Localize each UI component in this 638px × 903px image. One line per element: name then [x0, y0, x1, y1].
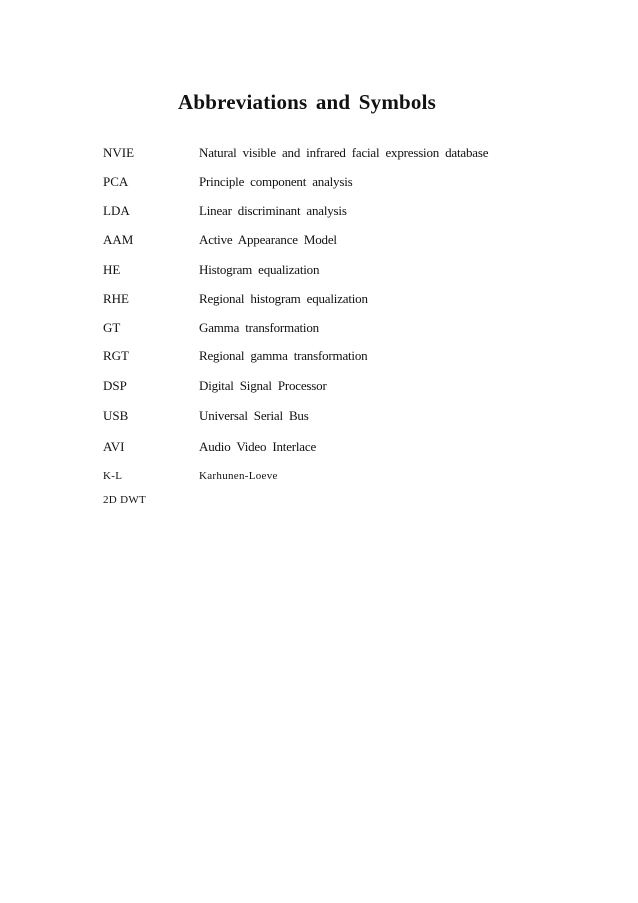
abbreviation: NVIE [103, 145, 135, 160]
definition: Principle component analysis [199, 174, 353, 189]
definition: Regional histogram equalization [199, 291, 368, 306]
abbreviation: LDA [103, 203, 130, 218]
list-item [0, 494, 638, 512]
abbreviation: RGT [103, 348, 129, 363]
abbreviation: RHE [103, 291, 129, 306]
list-item [0, 145, 638, 163]
definition: Active Appearance Model [199, 232, 337, 247]
abbreviation: AVI [103, 439, 125, 454]
abbreviation: 2D DWT [103, 494, 147, 506]
definition: Audio Video Interlace [199, 439, 317, 454]
definition: Gamma transformation [199, 320, 319, 335]
definition: Regional gamma transformation [199, 348, 368, 363]
list-item [0, 174, 638, 192]
abbreviation: PCA [103, 174, 129, 189]
abbreviation: K-L [103, 470, 123, 482]
list-item [0, 320, 638, 338]
list-item [0, 378, 638, 396]
definition: Digital Signal Processor [199, 378, 327, 393]
definition: Karhunen-Loeve [199, 470, 278, 482]
list-item [0, 408, 638, 426]
list-item [0, 348, 638, 366]
list-item [0, 262, 638, 280]
list-item [0, 470, 638, 488]
definition: Histogram equalization [199, 262, 320, 277]
list-item [0, 232, 638, 250]
definition: Linear discriminant analysis [199, 203, 347, 218]
definition: Universal Serial Bus [199, 408, 309, 423]
list-item [0, 291, 638, 309]
abbreviation: AAM [103, 232, 134, 247]
abbreviation: GT [103, 320, 121, 335]
abbreviation: USB [103, 408, 129, 423]
list-item [0, 439, 638, 457]
abbreviation: DSP [103, 378, 127, 393]
abbreviation: HE [103, 262, 121, 277]
definition: Natural visible and infrared facial expression database [199, 145, 489, 160]
list-item [0, 203, 638, 221]
page-title: Abbreviations and Symbols [178, 90, 437, 114]
